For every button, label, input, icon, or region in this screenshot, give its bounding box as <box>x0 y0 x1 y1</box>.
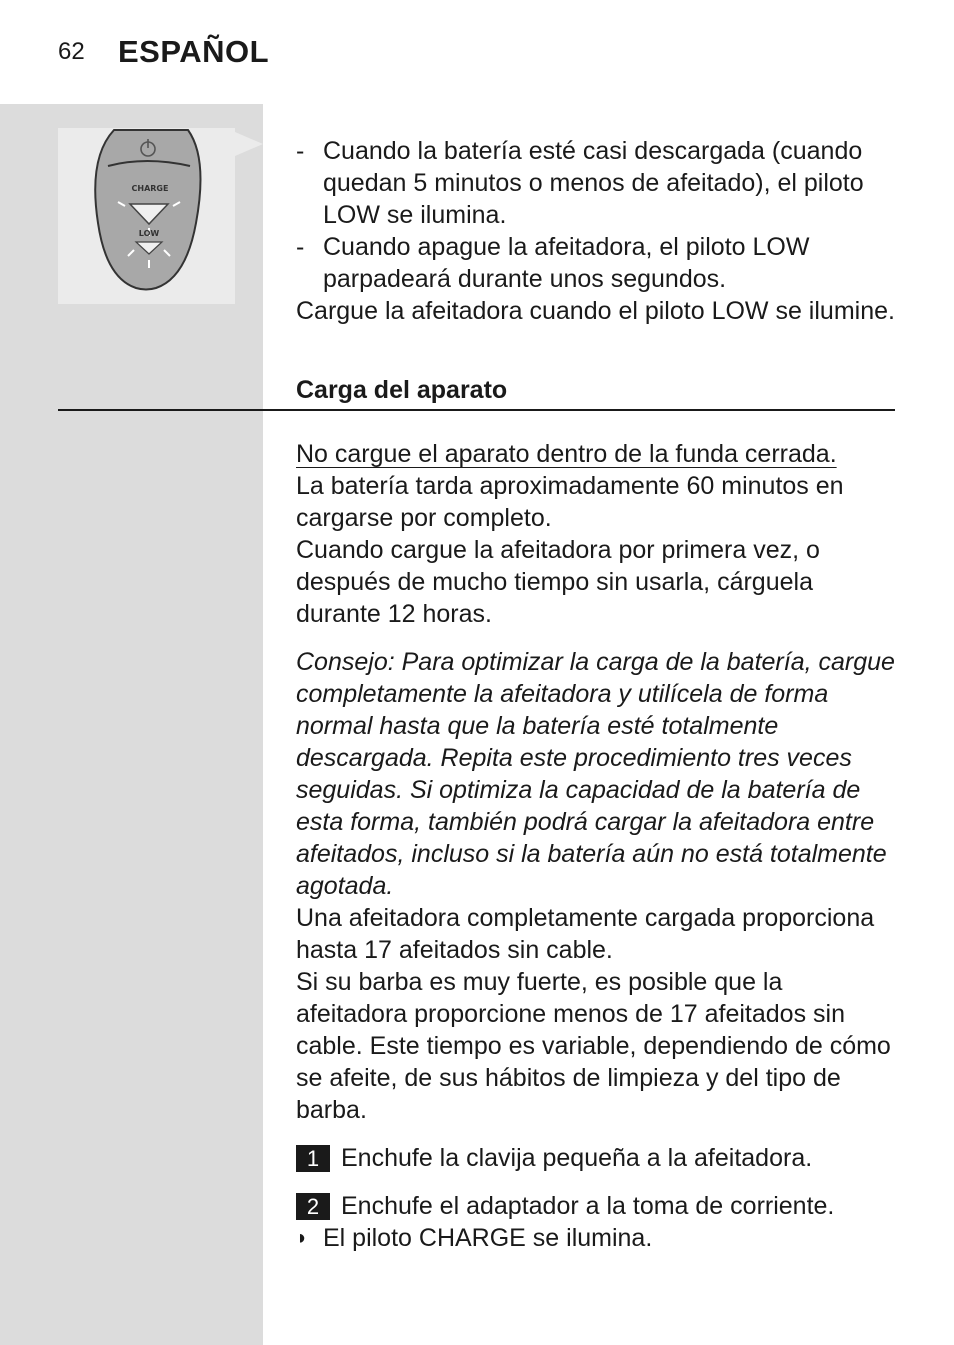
step-item <box>296 1190 896 1222</box>
list-item <box>296 135 896 231</box>
result-marker-icon: ◗ <box>296 1227 309 1249</box>
step-number-badge: 1 <box>296 1145 330 1172</box>
battery-low-section <box>296 135 896 327</box>
list-item <box>296 231 896 295</box>
tip-paragraph: Consejo: Para optimizar la carga de la batería, cargue completamente la afeitadora y utilícela de forma normal hasta que la batería esté totalmente descargada. Repita este procedimiento tres veces seguidas. Si optimiza la capacidad de la batería de esta forma, también podrá cargar la afeitadora entre afeitados, incluso si la batería aún no está totalmente agotada. <box>296 648 895 900</box>
low-label: LOW <box>138 229 160 238</box>
paragraph: Si su barba es muy fuerte, es posible que la afeitadora proporcione menos de 17 afeitados sin cable. Este tiempo es variable, dependiendo de cómo se afeite, de sus hábitos de limpieza y del tipo de barba. <box>296 968 891 1124</box>
result-item <box>296 1222 896 1254</box>
charge-label: CHARGE <box>131 184 169 193</box>
section-divider <box>58 409 895 411</box>
step-text: Enchufe el adaptador a la toma de corriente. <box>341 1192 835 1220</box>
paragraph: La batería tarda aproximadamente 60 minutos en cargarse por completo. <box>296 472 844 532</box>
shaver-indicator-illustration <box>58 128 235 304</box>
result-text: El piloto CHARGE se ilumina. <box>323 1224 653 1252</box>
page-number: 62 <box>58 38 85 65</box>
paragraph: Una afeitadora completamente cargada proporciona hasta 17 afeitados sin cable. <box>296 904 875 964</box>
charging-section <box>296 438 896 1254</box>
step-number-badge: 2 <box>296 1193 330 1220</box>
charge-note: Cargue la afeitadora cuando el piloto LOW se ilumine. <box>296 297 895 325</box>
language-title: ESPAÑOL <box>118 34 270 69</box>
shaver-panel-drawing <box>58 128 235 304</box>
dash-marker: - <box>296 137 305 165</box>
paragraph: Cuando cargue la afeitadora por primera vez, o después de mucho tiempo sin usarla, cárguela durante 12 horas. <box>296 536 820 628</box>
step-item <box>296 1142 896 1174</box>
warning-text: No cargue el aparato dentro de la funda cerrada. <box>296 440 837 468</box>
bullet-text: Cuando la batería esté casi descargada (cuando quedan 5 minutos o menos de afeitado), el piloto LOW se ilumina. <box>323 137 864 229</box>
section-heading: Carga del aparato <box>296 376 508 404</box>
bullet-text: Cuando apague la afeitadora, el piloto LOW parpadeará durante unos segundos. <box>323 233 810 293</box>
figure-pointer <box>235 132 263 156</box>
step-text: Enchufe la clavija pequeña a la afeitadora. <box>341 1144 813 1172</box>
dash-marker: - <box>296 233 305 261</box>
